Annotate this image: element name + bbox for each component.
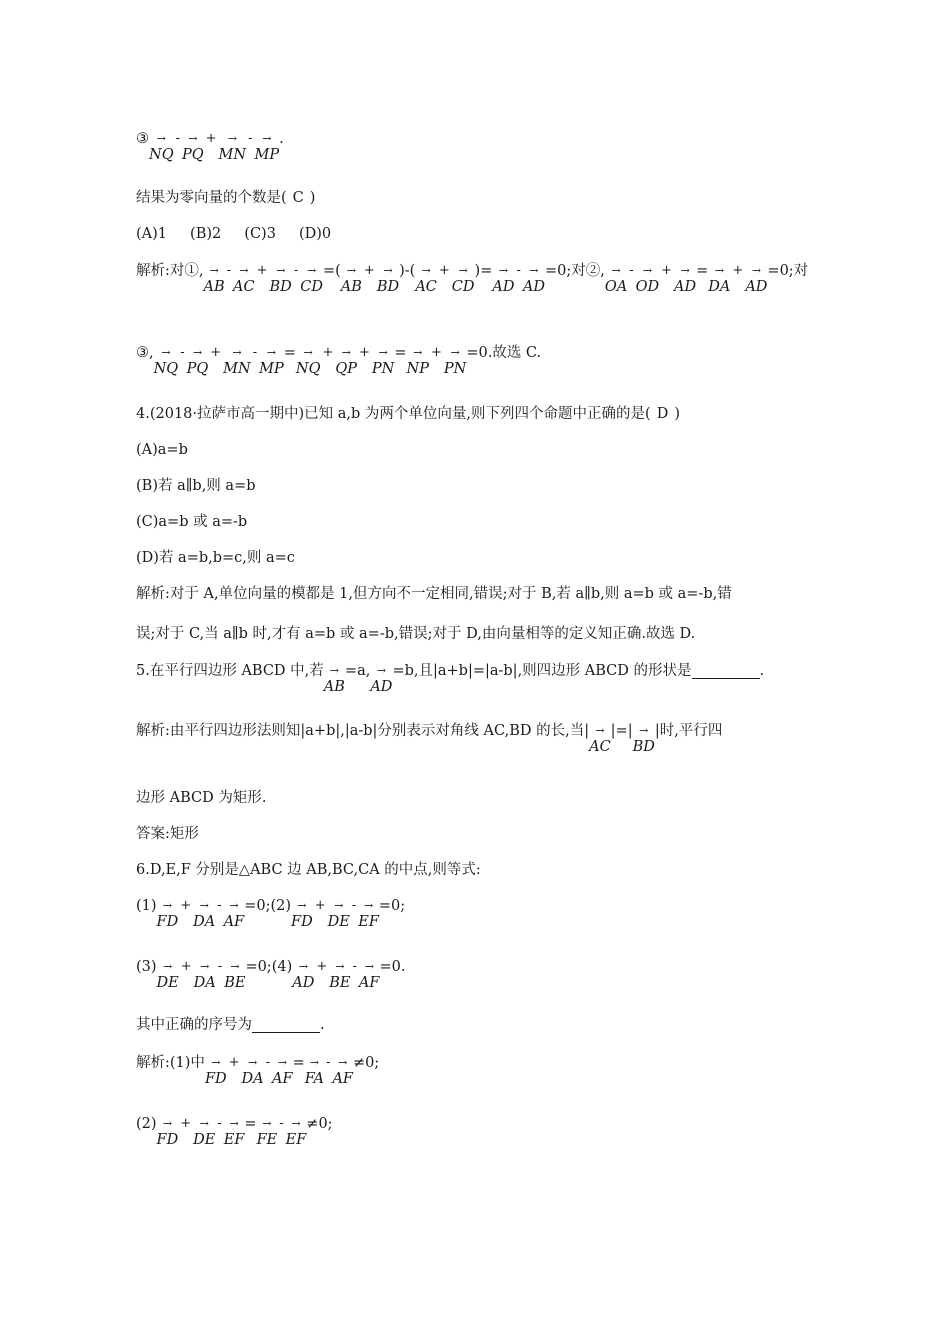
vector-arrow-icon: →	[334, 899, 344, 912]
vector	[272, 1056, 293, 1087]
q4-answer: D	[656, 406, 669, 422]
vector	[233, 264, 255, 295]
vector-label: CD	[451, 279, 475, 295]
vector-arrow-icon: →	[335, 960, 345, 973]
vector-arrow-icon: →	[680, 264, 690, 277]
vector-label: AC	[589, 739, 611, 755]
q3-stem	[136, 188, 315, 208]
vector-label: PN	[371, 361, 395, 377]
operator: -	[217, 959, 223, 974]
text-run: (2)	[136, 1116, 157, 1132]
text-run: .	[759, 663, 765, 679]
vector	[328, 899, 350, 930]
vector	[335, 346, 357, 377]
operator: +	[316, 959, 328, 974]
text-run: =	[283, 345, 296, 361]
vector-arrow-icon: →	[211, 1056, 221, 1069]
operator: -	[629, 263, 634, 278]
text-run: (3)	[136, 959, 157, 975]
vector-arrow-icon: →	[529, 264, 539, 277]
vector-label: AD	[292, 975, 315, 991]
vector	[204, 264, 225, 295]
text-run: 其中正确的序号为	[136, 1017, 252, 1033]
vector	[674, 264, 696, 295]
vector-arrow-icon: →	[247, 1056, 258, 1069]
q4-option-d: (D)若 a=b,b=c,则 a=c	[136, 550, 295, 566]
vector-label: DE	[327, 914, 350, 930]
q4-analysis-line-1: 解析:对于 A,单位向量的模都是 1,但方向不一定相同,错误;对于 B,若 a∥b,则 a=b 或 a=-b,错	[136, 586, 732, 602]
vector	[224, 960, 245, 991]
operator: +	[180, 898, 192, 913]
vector-label: PN	[443, 361, 467, 377]
vector	[589, 724, 611, 755]
text-run: |时,平行四	[654, 723, 723, 739]
vector-label: QP	[335, 361, 358, 377]
vector	[223, 346, 251, 377]
vector-label: BE	[224, 975, 246, 991]
operator: -	[252, 345, 258, 360]
vector-arrow-icon: →	[239, 264, 249, 277]
vector-arrow-icon: →	[458, 264, 468, 277]
vector-arrow-icon: →	[306, 264, 317, 277]
vector-label: AC	[415, 279, 437, 295]
q4-option-a: (A)a=b	[136, 442, 188, 458]
vector	[377, 264, 399, 295]
vector	[224, 1117, 245, 1148]
vector	[194, 960, 216, 991]
vector	[745, 264, 767, 295]
vector-arrow-icon: →	[303, 346, 313, 359]
vector-arrow-icon: →	[364, 960, 374, 973]
vector-label: NP	[406, 361, 429, 377]
vector	[286, 1117, 307, 1148]
vector-label: AF	[223, 914, 245, 930]
vector-label: MP	[259, 361, 284, 377]
q6-equation-line-2	[136, 960, 405, 991]
q4-analysis-line-2: 误;对于 C,当 a∥b 时,才有 a=b 或 a=-b,错误;对于 D,由向量相等的定义知正确.故选 D.	[136, 626, 696, 642]
vector-label: AD	[492, 279, 515, 295]
vector-label: AD	[745, 279, 768, 295]
q4-stem	[136, 404, 680, 424]
vector-arrow-icon: →	[363, 899, 374, 912]
vector-label: AF	[358, 975, 380, 991]
vector	[242, 1056, 264, 1087]
operator: +	[205, 131, 217, 146]
vector	[329, 960, 350, 991]
vector	[270, 264, 292, 295]
vector-arrow-icon: →	[163, 960, 173, 973]
operator: -	[351, 898, 357, 913]
vector-label: DA	[193, 914, 216, 930]
vector	[324, 664, 345, 695]
vector-arrow-icon: →	[413, 346, 423, 359]
vector-arrow-icon: →	[227, 132, 237, 145]
text-run: =	[394, 345, 407, 361]
q4-option-c: (C)a=b 或 a=-b	[136, 514, 248, 530]
vector-arrow-icon: →	[192, 346, 203, 359]
vector-arrow-icon: →	[450, 346, 460, 359]
vector-arrow-icon: →	[199, 899, 209, 912]
vector	[292, 960, 314, 991]
operator: +	[228, 1055, 240, 1070]
vector	[182, 132, 204, 163]
vector-label: FA	[304, 1071, 325, 1087]
answer-blank	[252, 1018, 320, 1033]
vector	[358, 899, 379, 930]
vector-label: PQ	[186, 361, 209, 377]
text-run: ③,	[136, 345, 154, 361]
operator: +	[322, 345, 334, 360]
operator: +	[180, 1116, 192, 1131]
vector-arrow-icon: →	[297, 899, 307, 912]
q3-answer: C	[292, 190, 304, 206]
vector-arrow-icon: →	[162, 899, 172, 912]
vector	[157, 960, 179, 991]
vector	[636, 264, 660, 295]
vector-arrow-icon: →	[232, 346, 242, 359]
vector-arrow-icon: →	[156, 132, 166, 145]
q6-analysis-line-2	[136, 1117, 333, 1148]
vector-label: NQ	[295, 361, 321, 377]
vector-arrow-icon: →	[642, 264, 652, 277]
vector	[523, 264, 545, 295]
vector	[452, 264, 475, 295]
vector-label: AF	[332, 1071, 353, 1087]
vector	[407, 346, 429, 377]
vector-label: AC	[233, 279, 255, 295]
operator: +	[256, 263, 268, 278]
operator: -	[293, 263, 299, 278]
q6-question	[136, 1018, 325, 1038]
vector	[157, 1117, 179, 1148]
text-run: =0;	[378, 898, 406, 914]
vector-label: CD	[300, 279, 323, 295]
q3-item3-line	[136, 132, 284, 163]
vector-arrow-icon: →	[298, 960, 308, 973]
q3-stem-text: 结果为零向量的个数是(	[136, 190, 287, 206]
vector-arrow-icon: →	[262, 1117, 272, 1130]
vector-label: AB	[203, 279, 225, 295]
operator: +	[180, 959, 192, 974]
vector-label: AD	[370, 679, 393, 695]
text-run: =a,	[344, 663, 371, 679]
vector-label: BD	[269, 279, 292, 295]
text-run: 5.在平行四边形 ABCD 中,若	[136, 663, 324, 679]
vector-arrow-icon: →	[188, 132, 198, 145]
vector-label: BE	[329, 975, 351, 991]
text-run: =0.故选 C.	[466, 345, 542, 361]
vector-label: FD	[291, 914, 313, 930]
text-run: =0;(2)	[244, 898, 292, 914]
vector-arrow-icon: →	[200, 960, 210, 973]
operator: +	[359, 345, 370, 360]
operator: -	[352, 959, 357, 974]
vector	[332, 1056, 353, 1087]
vector-arrow-icon: →	[714, 264, 724, 277]
operator: +	[661, 263, 673, 278]
vector-arrow-icon: →	[262, 132, 272, 145]
vector-arrow-icon: →	[229, 899, 239, 912]
vector-label: EF	[358, 914, 379, 930]
item-marker: ③	[136, 131, 149, 147]
vector-label: DA	[241, 1071, 264, 1087]
vector-arrow-icon: →	[199, 1117, 209, 1130]
operator: -	[516, 263, 521, 278]
vector	[708, 264, 730, 295]
operator: +	[363, 263, 375, 278]
vector-arrow-icon: →	[341, 346, 351, 359]
q3-stem-close: )	[309, 190, 316, 206]
operator: -	[326, 1055, 331, 1070]
operator: -	[279, 1116, 284, 1131]
vector	[259, 346, 284, 377]
q4-stem-close: )	[674, 406, 680, 422]
text-run: ≠0;	[306, 1116, 333, 1132]
vector-arrow-icon: →	[421, 264, 431, 277]
q3-analysis-line-2	[136, 346, 541, 377]
vector-label: FD	[156, 1132, 179, 1148]
q6-equation-line-1	[136, 899, 405, 930]
vector-arrow-icon: →	[346, 264, 356, 277]
operator: -	[248, 131, 253, 146]
vector	[187, 346, 209, 377]
vector	[444, 346, 466, 377]
text-run: =0;对	[767, 263, 809, 279]
vector-label: AB	[340, 279, 362, 295]
vector	[291, 899, 313, 930]
vector	[415, 264, 437, 295]
vector	[359, 960, 380, 991]
vector	[341, 264, 362, 295]
text-run: =b,且|a+b|=|a-b|,则四边形 ABCD 的形状是	[392, 663, 692, 679]
operator: -	[265, 1055, 271, 1070]
vector-label: MN	[223, 361, 251, 377]
q4-option-b: (B)若 a∥b,则 a=b	[136, 478, 256, 494]
vector-arrow-icon: →	[611, 264, 621, 277]
text-run: |=|	[610, 723, 633, 739]
vector-arrow-icon: →	[291, 1117, 301, 1130]
vector	[157, 899, 179, 930]
vector-label: AD	[522, 279, 545, 295]
vector-label: FD	[204, 1071, 227, 1087]
q4-stem-text: 4.(2018·拉萨市高一期中)已知 a,b 为两个单位向量,则下列四个命题中正确的是(	[136, 406, 651, 422]
vector-label: NQ	[149, 147, 174, 163]
vector-label: AB	[323, 679, 345, 695]
vector	[370, 664, 392, 695]
vector-label: DA	[708, 279, 731, 295]
vector-arrow-icon: →	[266, 346, 277, 359]
operator: -	[217, 898, 222, 913]
q3-item3-expr	[149, 131, 280, 163]
vector-arrow-icon: →	[276, 264, 286, 277]
vector	[300, 264, 323, 295]
operator: -	[175, 131, 180, 146]
vector-label: BD	[376, 279, 400, 295]
vector-arrow-icon: →	[376, 664, 386, 677]
text-run: =0;(4)	[245, 959, 293, 975]
vector-arrow-icon: →	[498, 264, 508, 277]
vector-arrow-icon: →	[383, 264, 393, 277]
text-run: )=	[474, 263, 493, 279]
vector-arrow-icon: →	[595, 724, 605, 737]
text-run: 解析:由平行四边形法则知|a+b|,|a-b|分别表示对角线 AC,BD 的长,当|	[136, 723, 590, 739]
vector	[149, 132, 174, 163]
text-run: =	[292, 1055, 305, 1071]
vector-label: AF	[272, 1071, 293, 1087]
vector-label: OD	[635, 279, 660, 295]
q5-stem	[136, 664, 764, 695]
text-run: 解析:对①,	[136, 263, 204, 279]
vector-label: NQ	[153, 361, 179, 377]
vector-arrow-icon: →	[230, 960, 240, 973]
vector-arrow-icon: →	[229, 1117, 239, 1130]
operator: +	[430, 345, 442, 360]
vector	[255, 132, 280, 163]
text-run: .	[320, 1017, 325, 1033]
vector-label: EF	[223, 1132, 245, 1148]
vector-label: DA	[193, 975, 216, 991]
vector	[193, 899, 215, 930]
operator: -	[226, 263, 232, 278]
operator: +	[438, 263, 450, 278]
vector-label: AD	[674, 279, 697, 295]
q3-options: (A)1 (B)2 (C)3 (D)0	[136, 226, 332, 242]
vector-label: MN	[218, 147, 247, 163]
operator: +	[732, 263, 744, 278]
vector	[372, 346, 394, 377]
vector	[492, 264, 514, 295]
vector-label: FD	[156, 914, 179, 930]
vector-arrow-icon: →	[161, 346, 171, 359]
text-run: (1)	[136, 898, 157, 914]
vector-label: MP	[254, 147, 280, 163]
period: .	[279, 131, 284, 147]
vector-arrow-icon: →	[639, 724, 649, 737]
vector	[257, 1117, 278, 1148]
vector-arrow-icon: →	[209, 264, 219, 277]
vector-arrow-icon: →	[162, 1117, 172, 1130]
vector-label: EF	[285, 1132, 307, 1148]
vector-arrow-icon: →	[309, 1056, 319, 1069]
vector	[219, 132, 247, 163]
vector-label: PQ	[181, 147, 204, 163]
vector-arrow-icon: →	[378, 346, 388, 359]
vector	[296, 346, 321, 377]
vector	[224, 899, 245, 930]
text-run: =	[244, 1116, 257, 1132]
operator: -	[217, 1116, 222, 1131]
operator: -	[180, 345, 185, 360]
vector-arrow-icon: →	[277, 1056, 287, 1069]
text-run: =0.	[379, 959, 406, 975]
text-run: =(	[322, 263, 341, 279]
text-run: =	[696, 263, 709, 279]
vector-label: BD	[632, 739, 655, 755]
answer-blank	[692, 664, 760, 679]
vector	[193, 1117, 215, 1148]
text-run: ≠0;	[352, 1055, 380, 1071]
vector-label: DE	[156, 975, 179, 991]
q5-analysis-line-1	[136, 724, 722, 755]
q5-analysis-line-2: 边形 ABCD 为矩形.	[136, 790, 267, 806]
vector	[205, 1056, 227, 1087]
operator: +	[314, 898, 326, 913]
q6-stem: 6.D,E,F 分别是△ABC 边 AB,BC,CA 的中点,则等式:	[136, 862, 481, 878]
q5-answer: 答案:矩形	[136, 826, 199, 842]
vector	[605, 264, 627, 295]
text-run: =0;对②,	[544, 263, 605, 279]
vector-label: OA	[604, 279, 628, 295]
vector-label: DE	[193, 1132, 216, 1148]
vector-label: FE	[256, 1132, 278, 1148]
vector	[633, 724, 655, 755]
q3-analysis-line-1	[136, 264, 808, 295]
q6-analysis-line-1	[136, 1056, 379, 1087]
vector-arrow-icon: →	[329, 664, 339, 677]
vector	[305, 1056, 324, 1087]
vector	[154, 346, 179, 377]
operator: +	[210, 345, 222, 360]
text-run: )-(	[399, 263, 416, 279]
vector-arrow-icon: →	[751, 264, 761, 277]
text-run: 解析:(1)中	[136, 1055, 205, 1071]
vector-arrow-icon: →	[338, 1056, 348, 1069]
